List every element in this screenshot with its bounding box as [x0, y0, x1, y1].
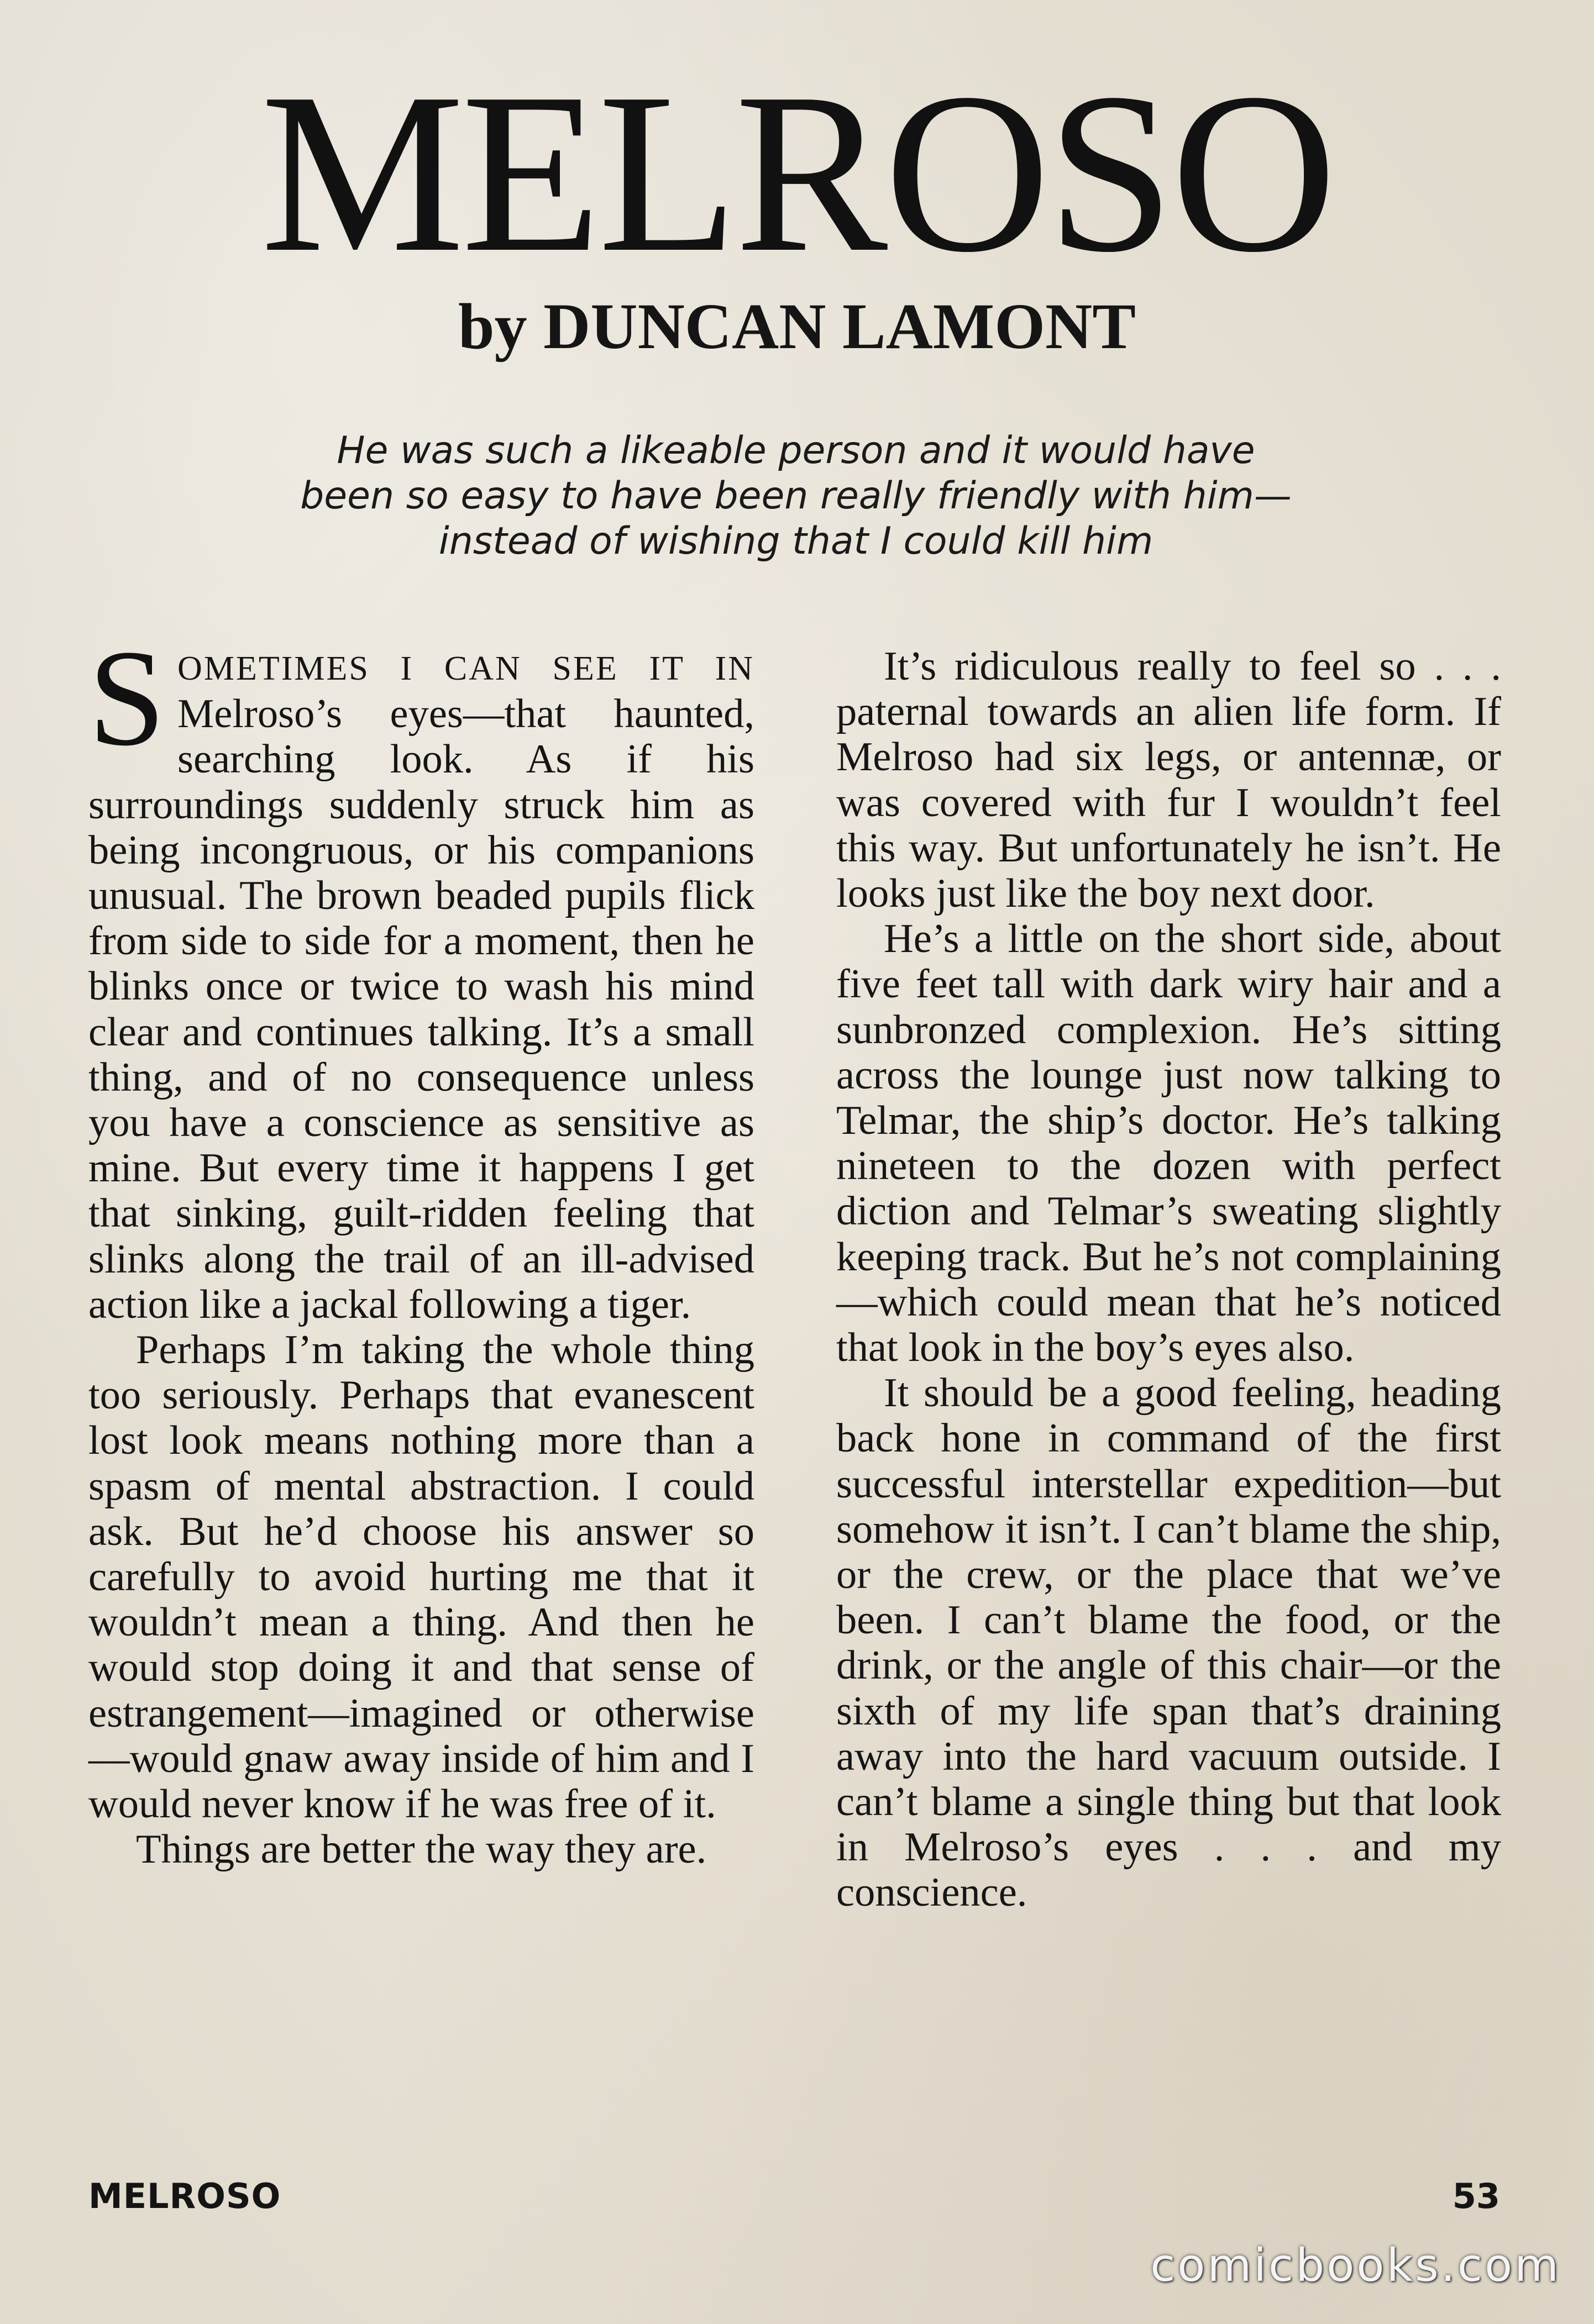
byline: by DUNCAN LAMONT [458, 290, 1136, 362]
left-paragraph-2: Perhaps I’m taking the whole thing too seriously. Perhaps that evanescent lost look means nothing more than a spasm of mental abstraction. I could ask. But he’d choose his answer so carefully to avoid hurting me that it wouldn’t mean a thing. And then he would stop doing it and that sense of estrangement—imagined or otherwise—would gnaw away inside of him and I would never know if he was free of it. [88, 1327, 754, 1827]
running-title: MELROSO [88, 2176, 281, 2216]
right-paragraph-1: It’s ridiculous really to feel so . . . paternal towards an alien life form. If Melroso had six legs, or antennæ, or was covered with fur I wouldn’t feel this way. But unfortunately he isn’t. He looks just like the boy next door. [836, 644, 1501, 917]
left-paragraph-1-text: Melroso’s eyes—that haunted, searching look. As if his surroundings suddenly struck him as being incongruous, or his companions unusual. The brown beaded pupils flick from side to side for a moment, then he blinks once or twice to wash his mind clear and continues talking. It’s a small thing, and of no consequence unless you have a conscience as sensitive as mine. But every time it happens I get that sinking, guilt-ridden feeling that slinks along the trail of an ill-advised action like a jackal following a tiger. [88, 691, 754, 1327]
right-paragraph-3: It should be a good feeling, heading back hone in command of the first successful interstellar expedition—but somehow it isn’t. I can’t blame the ship, or the crew, or the place that we’ve been. I can’t blame the food, or the drink, or the angle of this chair—or the sixth of my life span that’s draining away into the hard vacuum outside. I can’t blame a single thing but that look in Melroso’s eyes . . . and my conscience. [836, 1370, 1501, 1916]
left-paragraph-1 [88, 622, 754, 1327]
lead-in-text: OMETIMES I CAN SEE IT IN [177, 650, 754, 687]
right-column [836, 644, 1501, 1916]
left-paragraph-3: Things are better the way they are. [136, 1827, 707, 1873]
watermark: comicbooks.com [1150, 2239, 1561, 2292]
page-number: 53 [1452, 2176, 1500, 2216]
story-title: MELROSO [260, 45, 1334, 299]
left-column [88, 622, 754, 1873]
drop-cap: S [88, 622, 166, 775]
right-paragraph-2: He’s a little on the short side, about five feet tall with dark wiry hair and a sunbronzed complexion. He’s sitting across the lounge just now talking to Telmar, the ship’s doctor. He’s talking nineteen to the dozen with perfect diction and Telmar’s sweating slightly keeping track. But he’s not complaining—which could mean that he’s noticed that look in the boy’s eyes also. [836, 916, 1501, 1371]
story-blurb: He was such a likeable person and it would have been so easy to have been really friendly with him—instead of wishing that I could kill him [300, 429, 1292, 563]
